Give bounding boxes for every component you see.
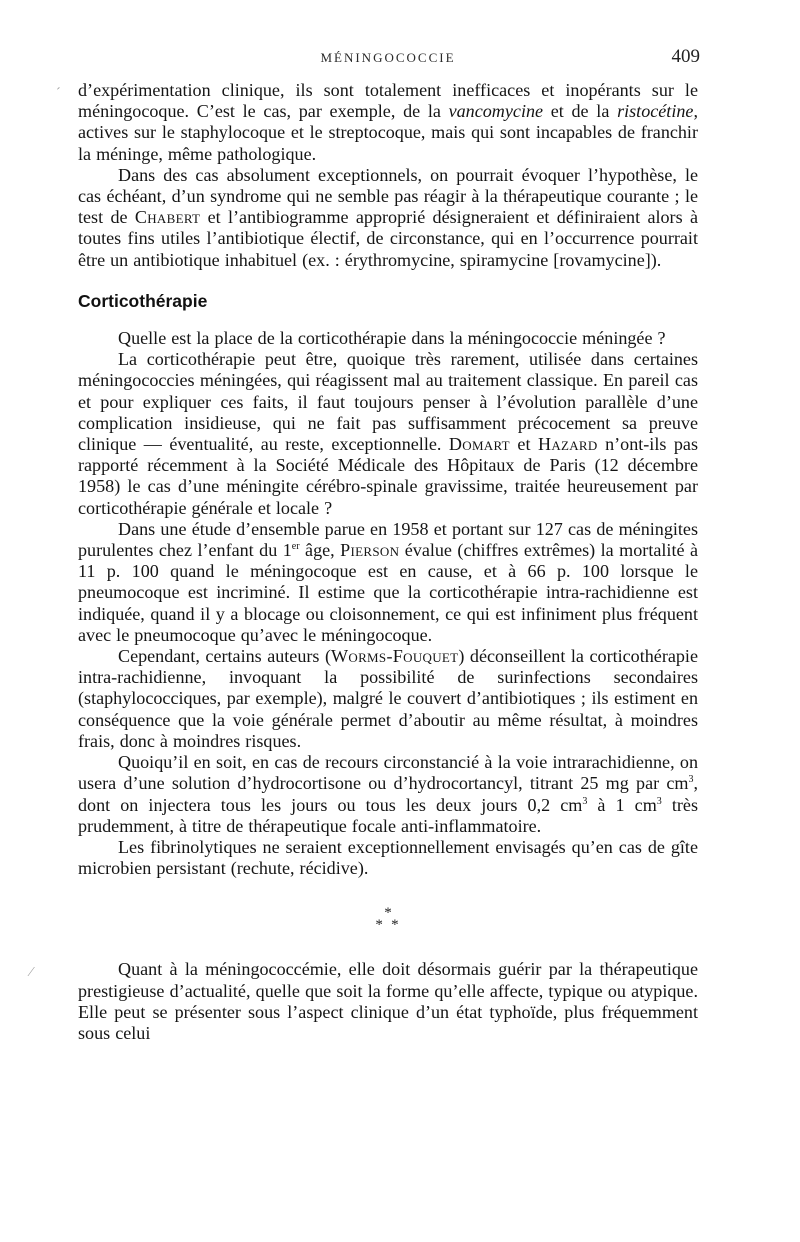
text-run: à 1 cm xyxy=(587,794,657,815)
book-page xyxy=(78,40,698,1044)
superscript: 3 xyxy=(582,795,588,807)
text-run: Cependant, certains auteurs ( xyxy=(118,646,332,667)
text-run: âge, xyxy=(299,540,341,561)
paragraph-question: Quelle est la place de la corticothérapie dans la méningococcie méningée ? xyxy=(118,328,666,349)
paragraph-corticotherapie-3 xyxy=(78,646,698,752)
text-run: évalue (chiffres extrêmes) la mortalité à 11 p. 100 quand le méningocoque est en cause, et à 66 p. 100 lorsque le pneumocoque est incriminé. Il estime que la corticothérapie intra-rachidienne est indiquée, quand il y a blocage ou cloisonnement, ce qui est infiniment plus fréquent avec le pneumocoque qu’avec le méningocoque. xyxy=(78,540,698,645)
scan-speck: ´ xyxy=(56,86,61,101)
section-separator xyxy=(78,905,698,934)
section-heading: Corticothérapie xyxy=(78,290,208,311)
paragraph-corticotherapie-2 xyxy=(78,519,698,646)
drug-name-ristocetine: ristocétine xyxy=(617,101,694,122)
running-header xyxy=(78,40,698,80)
page-number: 409 xyxy=(671,46,700,67)
text-run: , dont on injectera tous les jours ou tous les deux jours 0,2 cm xyxy=(78,773,698,815)
text-run: et l’antibiogramme approprié désigneraient et définiraient alors à toutes fins utiles l’antibiotique électif, de circonstance, qui en l’occurrence pourrait être un antibiotique inhabituel (ex. : érythromycine, spiramycine [rovamycine]). xyxy=(78,207,698,270)
paragraph-meningococcemie: Quant à la méningococcémie, elle doit désormais guérir par la thérapeutique prestigieuse d’actualité, quelle que soit la forme qu’elle affecte, typique ou atypique. Elle peut se présenter sous l’aspect clinique d’un état typhoïde, plus fréquemment sous celui xyxy=(78,959,698,1043)
author-name: Hazard xyxy=(537,434,598,455)
text-run: , actives sur le staphylocoque et le streptocoque, mais qui sont incapables de franchir la méninge, même pathologique. xyxy=(78,101,698,164)
text-run: Dans des cas absolument exceptionnels, on pourrait évoquer l’hypothèse, le cas échéant, d’un syndrome qui ne semble pas réagir à la thérapeutique courante ; le test de xyxy=(78,164,698,228)
running-title: MÉNINGOCOCCIE xyxy=(320,50,456,65)
separator-stars-bottom: * * xyxy=(375,917,401,934)
paragraph-corticotherapie-1 xyxy=(78,349,698,519)
author-name: Worms-Fouquet xyxy=(331,646,459,667)
paragraph-intro-2 xyxy=(78,165,698,271)
text-run: et xyxy=(509,434,538,455)
superscript: 3 xyxy=(656,795,662,807)
paragraph-corticotherapie-4 xyxy=(78,752,698,837)
text-run: ) déconseillent la corticothérapie intra-rachidienne, invoquant la possibilité de surinfections secondaires (staphylococciques, par exemple), malgré le couvert d’antibiotiques ; ils estiment en conséquence que la voie générale permet d’aboutir au même résultat, à moindres frais, donc à moindres risques. xyxy=(78,646,698,751)
text-run: d’expérimentation clinique, ils sont totalement inefficaces et inopérants sur le méningocoque. C’est le cas, par exemple, de la xyxy=(78,80,698,122)
scan-speck: ⁄ xyxy=(30,965,33,980)
text-run: Dans une étude d’ensemble parue en 1958 et portant sur 127 cas de méningites purulentes chez l’enfant du 1 xyxy=(78,518,698,561)
superscript: er xyxy=(291,541,300,553)
text-run: et de la xyxy=(543,101,618,122)
author-name: Chabert xyxy=(134,207,201,228)
author-name: Domart xyxy=(448,434,510,455)
paragraph-fibrinolytiques: Les fibrinolytiques ne seraient exceptionnellement envisagés qu’en cas de gîte microbien persistant (rechute, récidive). xyxy=(78,836,698,879)
text-run: n’ont-ils pas rapporté récemment à la Société Médicale des Hôpitaux de Paris (12 décembre 1958) le cas d’une méningite cérébro-spinale gravissime, traitée heureusement par corticothérapie générale et locale ? xyxy=(78,434,698,518)
drug-name-vancomycine: vancomycine xyxy=(448,101,544,122)
superscript: 3 xyxy=(688,774,694,786)
text-run: très prudemment, à titre de thérapeutique focale anti-inflammatoire. xyxy=(78,794,698,836)
author-name: Pierson xyxy=(340,540,400,561)
separator-star-top: * xyxy=(384,905,392,922)
text-run: La corticothérapie peut être, quoique très rarement, utilisée dans certaines méningococcies méningées, qui réagissent mal au traitement classique. En pareil cas et pour expliquer ces faits, il faut toujours penser à l’évolution parallèle d’une complication insidieuse, qui ne fait pas suffisamment précocement sa preuve clinique — éventualité, au reste, exceptionnelle. xyxy=(78,349,698,455)
body-text xyxy=(78,80,698,1044)
text-run: Quoiqu’il en soit, en cas de recours circonstancié à la voie intrarachidienne, on usera d’une solution d’hydrocortisone ou d’hydrocortancyl, titrant 25 mg par cm xyxy=(78,752,698,794)
paragraph-intro-1 xyxy=(78,80,698,165)
